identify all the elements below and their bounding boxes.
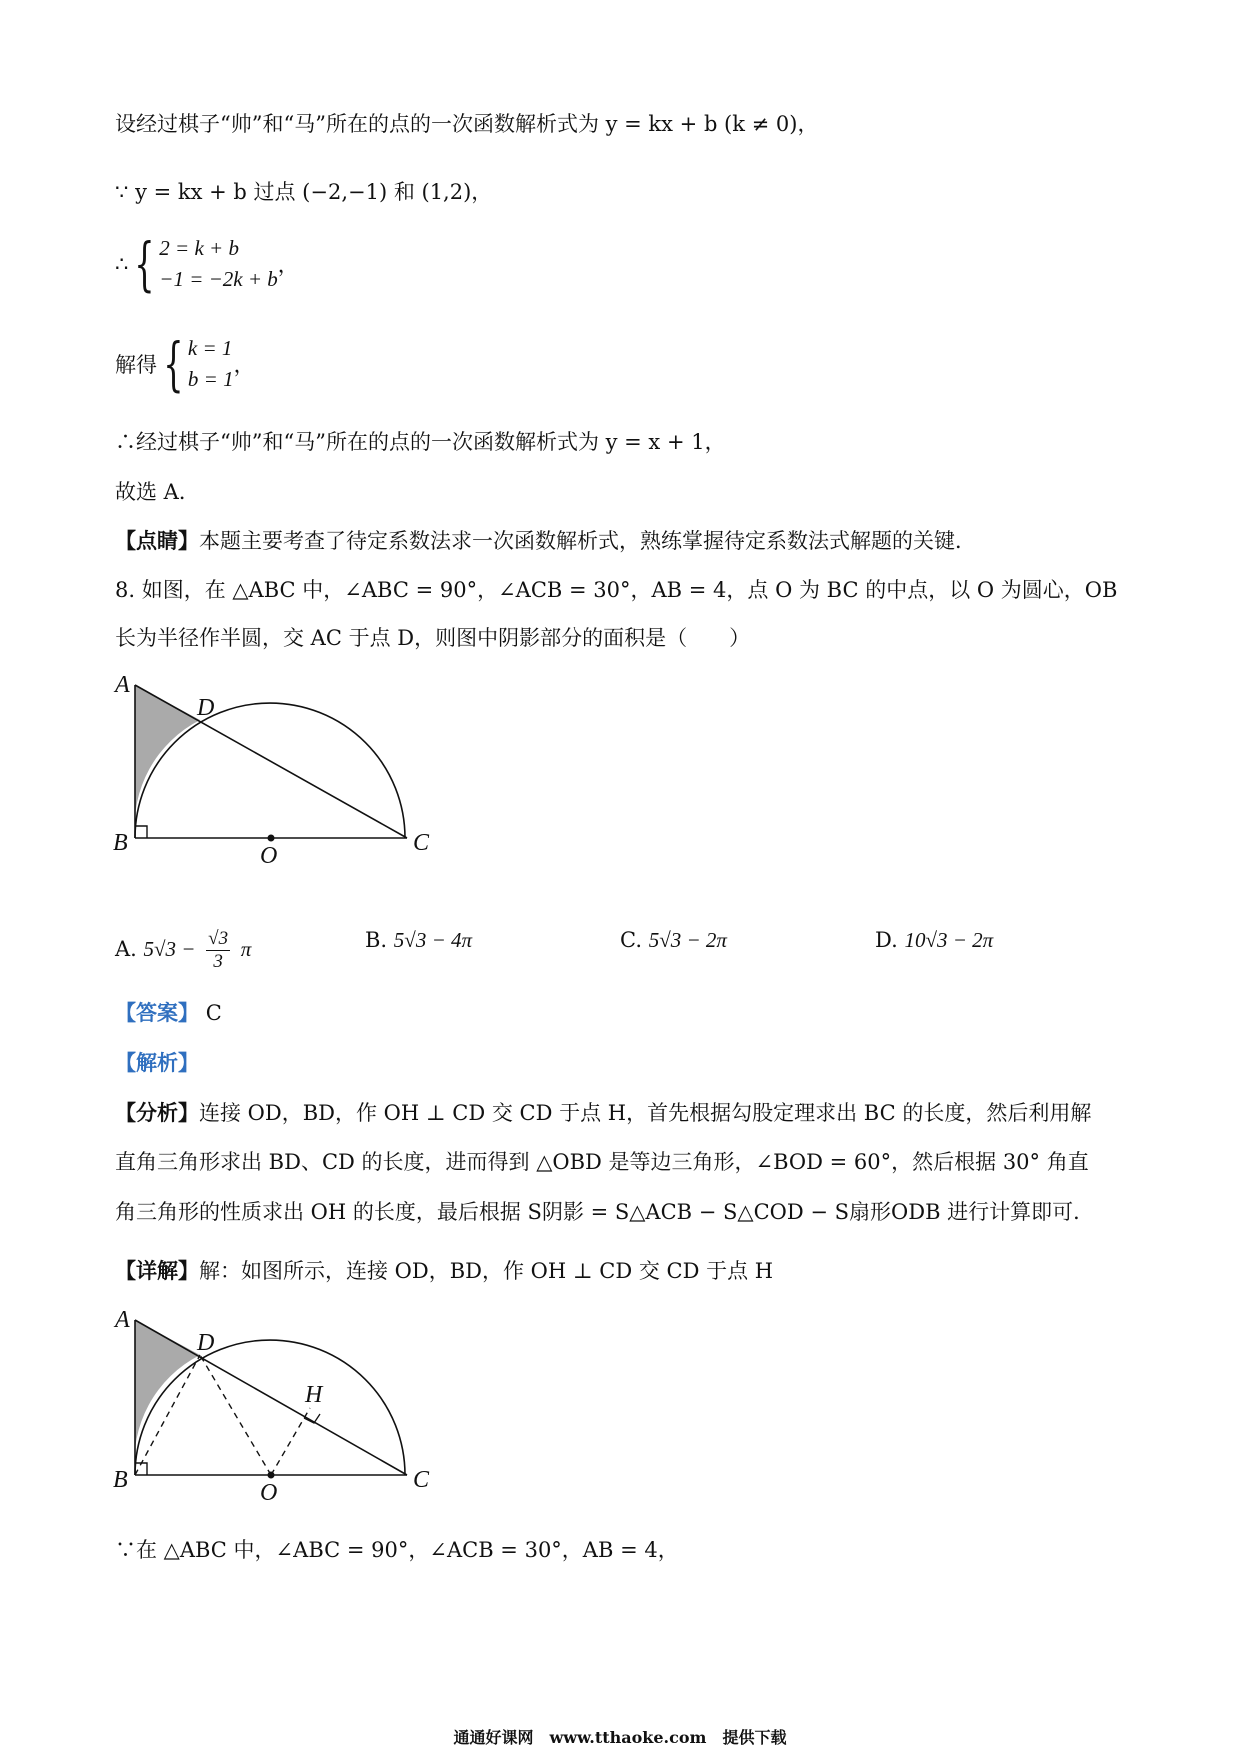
- label-a: A: [115, 672, 130, 698]
- shaded-region: [134, 1320, 200, 1475]
- segment-ac: [135, 1320, 407, 1475]
- option-a-label: A.: [115, 937, 137, 961]
- system-row-1: 2 = k + b: [159, 236, 239, 260]
- xiangjie-text: 解：如图所示，连接 OD，BD，作 OH ⊥ CD 交 CD 于点 H: [199, 1259, 774, 1283]
- option-d-label: D.: [875, 928, 898, 952]
- label-c: C: [413, 830, 430, 856]
- label-c: C: [413, 1467, 430, 1493]
- label-d: D: [197, 1330, 215, 1356]
- solution-line-6: 故选 A．: [115, 480, 200, 504]
- fenxi-line-1: [115, 1100, 1091, 1126]
- dianjing-tag: 【点睛】: [115, 528, 199, 553]
- fenxi-text-1: 连接 OD，BD，作 OH ⊥ CD 交 CD 于点 H，首先根据勾股定理求出 BC 的长度，然后利用解: [199, 1101, 1092, 1125]
- option-b-label: B.: [365, 928, 388, 952]
- system-suffix: ，: [233, 353, 255, 377]
- therefore-symbol: ∴: [115, 252, 129, 276]
- fenxi-tag: 【分析】: [115, 1100, 199, 1125]
- jiexi-tag: 【解析】: [115, 1050, 199, 1075]
- label-b: B: [113, 830, 128, 856]
- option-a-value: 5√3 −: [143, 937, 196, 961]
- option-a-fraction: [206, 928, 230, 973]
- segment-ac: [135, 685, 407, 838]
- equation-system-2: [115, 330, 255, 398]
- solve-label: 解得: [115, 353, 157, 377]
- dianjing-text: 本题主要考查了待定系数法求一次函数解析式，熟练掌握待定系数法式解题的关键．: [199, 529, 976, 553]
- answer-line: [115, 1000, 222, 1026]
- label-h: H: [305, 1382, 323, 1408]
- jiexi-line: [115, 1050, 199, 1076]
- solution-line-5: ∴经过棋子“帅”和“马”所在的点的一次函数解析式为 y = x + 1，: [115, 430, 726, 454]
- system-rows: [188, 336, 234, 392]
- fraction-denominator: 3: [213, 951, 223, 972]
- dianjing-line: [115, 528, 976, 554]
- xiangjie-tag: 【详解】: [115, 1258, 199, 1283]
- option-c-label: C.: [620, 928, 642, 952]
- solution-line-1: 设经过棋子“帅”和“马”所在的点的一次函数解析式为 y = kx + b (k ≠ 0)，: [115, 112, 819, 136]
- point-o: [268, 1472, 275, 1479]
- system-suffix: ，: [277, 253, 299, 277]
- fraction-numerator: √3: [208, 928, 229, 949]
- option-d-value: 10√3 − 2π: [904, 928, 994, 952]
- option-b[interactable]: [365, 928, 472, 953]
- question-8-line-1: 8. 如图，在 △ABC 中，∠ABC = 90°，∠ACB = 30°，AB = 4，点 O 为 BC 的中点，以 O 为圆心，OB: [115, 578, 1118, 602]
- label-a: A: [115, 1307, 130, 1333]
- xiangjie-line: [115, 1258, 773, 1284]
- label-o: O: [260, 843, 278, 869]
- figure-1: [105, 670, 465, 870]
- system-row-1: k = 1: [187, 336, 233, 360]
- answer-tag: 【答案】: [115, 1000, 199, 1025]
- solution-last-line: ∵在 △ABC 中，∠ABC = 90°，∠ACB = 30°，AB = 4，: [115, 1538, 679, 1562]
- label-b: B: [113, 1467, 128, 1493]
- shaded-region: [134, 685, 200, 838]
- solution-line-2-text: y = kx + b 过点 (−2,−1) 和 (1,2)，: [135, 180, 493, 204]
- system-row-2: −1 = −2k + b: [159, 267, 278, 291]
- question-8-line-2: 长为半径作半圆，交 AC 于点 D，则图中阴影部分的面积是（ ）: [115, 626, 751, 650]
- because-symbol: ∵: [115, 180, 129, 204]
- label-d: D: [197, 695, 215, 721]
- right-angle-mark: [135, 826, 147, 838]
- system-row-2: b = 1: [187, 367, 234, 391]
- label-o: O: [260, 1480, 278, 1505]
- option-a[interactable]: [115, 928, 251, 973]
- answer-value: C: [205, 1001, 222, 1025]
- option-d[interactable]: [875, 928, 993, 953]
- system-rows: [159, 236, 278, 292]
- solution-line-2: [115, 180, 492, 205]
- option-c-value: 5√3 − 2π: [648, 928, 727, 952]
- brace-icon: {: [163, 330, 184, 398]
- fenxi-line-2: 直角三角形求出 BD、CD 的长度，进而得到 △OBD 是等边三角形，∠BOD = 60°，然后根据 30° 角直: [115, 1150, 1089, 1174]
- point-o: [268, 835, 275, 842]
- fenxi-line-3: 角三角形的性质求出 OH 的长度，最后根据 S阴影 = S△ACB − S△COD − S扇形ODB 进行计算即可．: [115, 1200, 1095, 1224]
- option-b-value: 5√3 − 4π: [393, 928, 473, 952]
- segment-od: [200, 1355, 271, 1475]
- option-a-pi: π: [240, 937, 252, 961]
- brace-icon: {: [134, 230, 155, 298]
- footer-text: 通通好课网 www.tthaoke.com 提供下载: [453, 1728, 787, 1747]
- option-c[interactable]: [620, 928, 727, 953]
- equation-system-1: [115, 230, 299, 298]
- figure-2: [105, 1305, 465, 1505]
